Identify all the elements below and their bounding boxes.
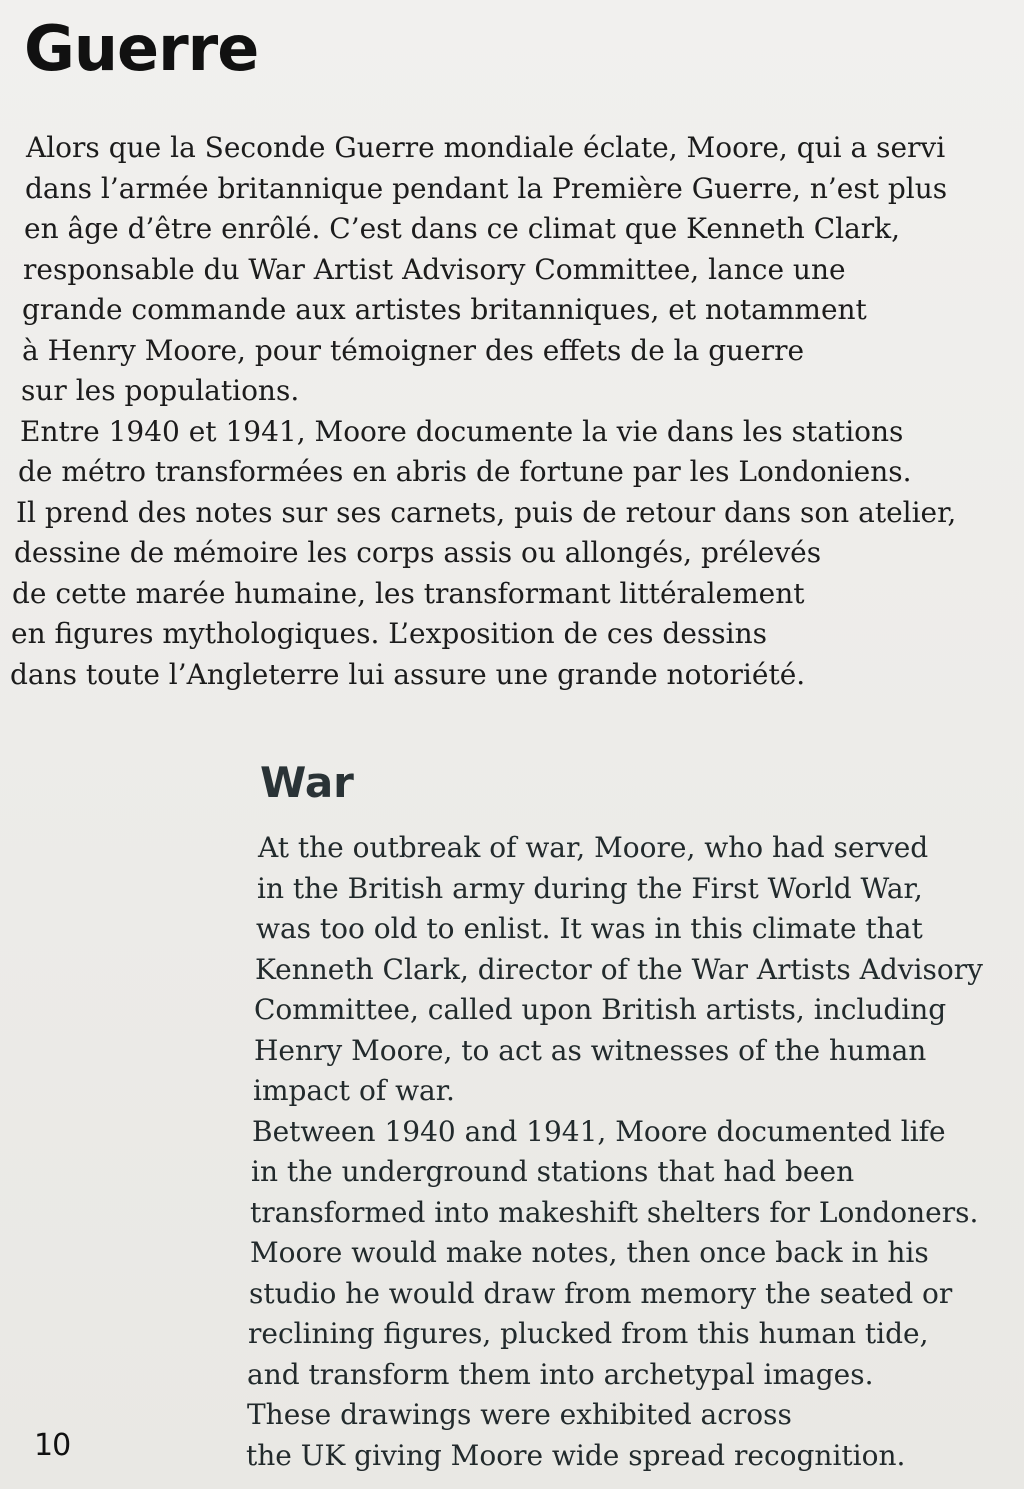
french-line: grande commande aux artistes britanniques, et notamment bbox=[22, 293, 867, 326]
french-line: en âge d’être enrôlé. C’est dans ce climat que Kenneth Clark, bbox=[24, 212, 901, 245]
french-line: dans l’armée britannique pendant la Première Guerre, n’est plus bbox=[25, 171, 948, 205]
french-line: de cette marée humaine, les transformant littéralement bbox=[12, 576, 805, 610]
english-line: Committee, called upon British artists, including bbox=[254, 993, 947, 1026]
french-body bbox=[0, 128, 956, 695]
english-line: Moore would make notes, then once back in his bbox=[250, 1236, 929, 1269]
french-heading: Guerre bbox=[24, 12, 259, 85]
english-line: in the British army during the First World War, bbox=[257, 871, 923, 905]
english-line: These drawings were exhibited across bbox=[247, 1398, 792, 1431]
english-line: the UK giving Moore wide spread recognition. bbox=[246, 1438, 906, 1472]
english-line: and transform them into archetypal images. bbox=[247, 1357, 874, 1391]
english-line: transformed into makeshift shelters for Londoners. bbox=[250, 1195, 979, 1229]
english-line: studio he would draw from memory the seated or bbox=[249, 1276, 953, 1310]
french-line: Il prend des notes sur ses carnets, puis de retour dans son atelier, bbox=[16, 495, 957, 529]
french-line: dessine de mémoire les corps assis ou allongés, prélevés bbox=[14, 536, 822, 569]
french-line: de métro transformées en abris de fortune par les Londoniens. bbox=[18, 455, 912, 488]
french-line: dans toute l’Angleterre lui assure une grande notoriété. bbox=[10, 657, 806, 691]
english-line: Kenneth Clark, director of the War Artists Advisory bbox=[255, 952, 983, 986]
english-line: Henry Moore, to act as witnesses of the human bbox=[254, 1033, 927, 1067]
english-heading: War bbox=[260, 758, 354, 807]
french-line: Alors que la Seconde Guerre mondiale éclate, Moore, qui a servi bbox=[26, 131, 946, 164]
french-line: sur les populations. bbox=[21, 374, 300, 407]
english-line: reclining figures, plucked from this human tide, bbox=[248, 1317, 929, 1350]
english-line: impact of war. bbox=[253, 1074, 455, 1107]
english-line: Between 1940 and 1941, Moore documented life bbox=[252, 1114, 946, 1148]
french-line: à Henry Moore, pour témoigner des effets de la guerre bbox=[22, 333, 805, 367]
french-line: Entre 1940 et 1941, Moore documente la vie dans les stations bbox=[20, 414, 904, 448]
english-line: was too old to enlist. It was in this climate that bbox=[256, 912, 923, 945]
english-line: in the underground stations that had been bbox=[251, 1155, 855, 1188]
french-line: responsable du War Artist Advisory Committee, lance une bbox=[23, 252, 846, 286]
english-line: At the outbreak of war, Moore, who had served bbox=[258, 831, 929, 864]
french-line: en figures mythologiques. L’exposition de ces dessins bbox=[11, 617, 768, 650]
english-body bbox=[0, 828, 983, 1476]
page-number: 10 bbox=[34, 1428, 71, 1463]
